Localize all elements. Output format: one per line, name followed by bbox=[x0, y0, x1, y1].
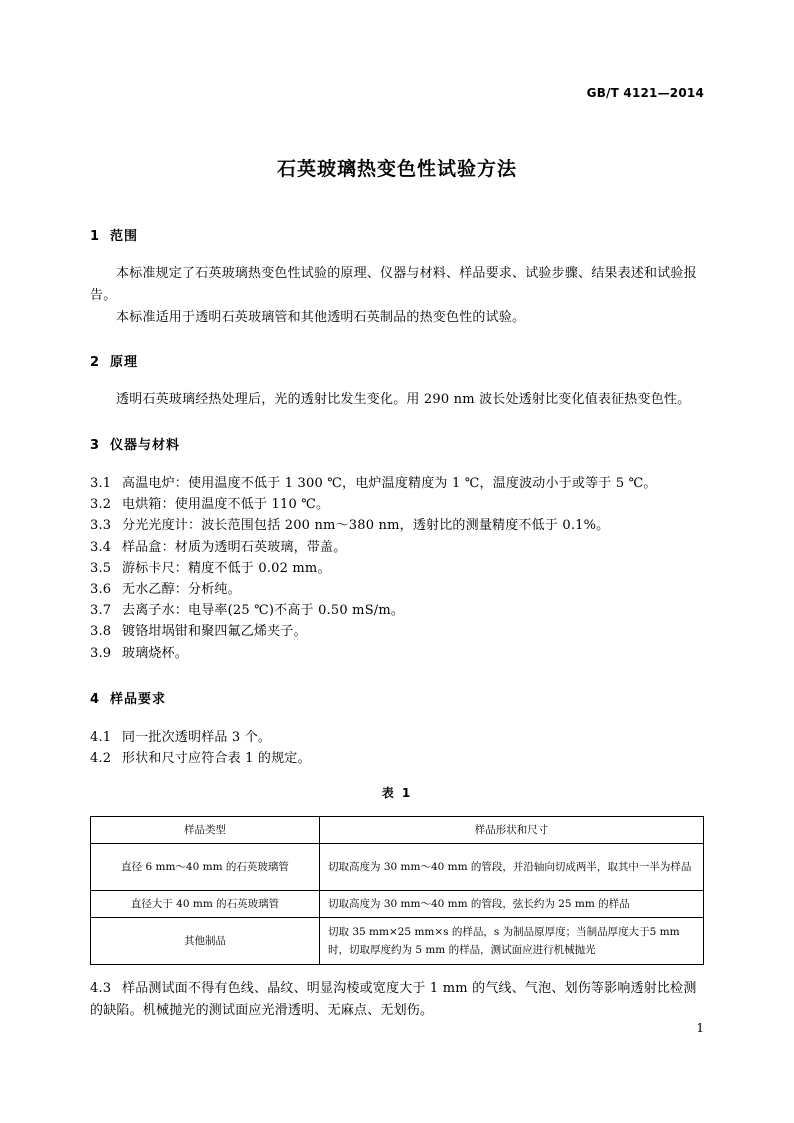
page-number: 1 bbox=[696, 1021, 704, 1035]
section-number: 3 bbox=[90, 438, 101, 453]
item-number: 3.1 bbox=[90, 476, 112, 491]
sample-spec-table bbox=[90, 816, 704, 965]
item-number: 3.7 bbox=[90, 603, 112, 618]
list-item bbox=[90, 644, 704, 664]
item-number: 4.1 bbox=[90, 730, 112, 745]
item-text: 电烘箱：使用温度不低于 110 ℃。 bbox=[122, 497, 330, 512]
item-text: 同一批次透明样品 3 个。 bbox=[122, 730, 272, 745]
item-number: 3.9 bbox=[90, 646, 112, 661]
list-item bbox=[90, 728, 704, 748]
item-number: 3.2 bbox=[90, 497, 112, 512]
list-item bbox=[90, 601, 704, 621]
table-cell: 直径 6 mm～40 mm 的石英玻璃管 bbox=[91, 844, 320, 891]
item-text: 去离子水：电导率(25 ℃)不高于 0.50 mS/m。 bbox=[122, 603, 405, 618]
list-item bbox=[90, 580, 704, 600]
list-item bbox=[90, 749, 704, 769]
table-cell: 其他制品 bbox=[91, 918, 320, 965]
list-item bbox=[90, 559, 704, 579]
item-text: 玻璃烧杯。 bbox=[122, 646, 189, 661]
section-heading-principle bbox=[90, 351, 138, 370]
table-caption: 表 1 bbox=[381, 786, 413, 800]
table-row bbox=[91, 918, 704, 965]
section-number: 4 bbox=[90, 692, 101, 707]
standard-code: GB/T 4121—2014 bbox=[586, 86, 704, 100]
item-number: 3.8 bbox=[90, 624, 112, 639]
table-cell: 切取 35 mm×25 mm×s 的样品，s 为制品原厚度；当制品厚度大于5 mm时，切取厚度约为 5 mm 的样品，测试面应进行机械抛光 bbox=[320, 918, 704, 965]
section-heading-scope bbox=[90, 225, 138, 244]
section-title: 样品要求 bbox=[110, 692, 167, 707]
item-text: 游标卡尺：精度不低于 0.02 mm。 bbox=[122, 561, 331, 576]
table-cell: 直径大于 40 mm 的石英玻璃管 bbox=[91, 891, 320, 918]
document-title: 石英玻璃热变色性试验方法 bbox=[276, 158, 517, 180]
section-title: 仪器与材料 bbox=[110, 438, 181, 453]
item-text: 高温电炉：使用温度不低于 1 300 ℃，电炉温度精度为 1 ℃，温度波动小于或等于 5 ℃。 bbox=[122, 476, 657, 491]
list-item-4-3 bbox=[90, 978, 704, 1022]
item-text: 无水乙醇：分析纯。 bbox=[122, 582, 241, 597]
item-number: 3.4 bbox=[90, 540, 112, 555]
section-title: 原理 bbox=[110, 355, 139, 370]
item-number: 4.3 bbox=[90, 981, 112, 996]
item-number: 3.3 bbox=[90, 518, 112, 533]
section-heading-sample-requirements bbox=[90, 688, 166, 707]
item-text: 分光光度计：波长范围包括 200 nm～380 nm，透射比的测量精度不低于 0.1%。 bbox=[122, 518, 610, 533]
paragraph: 透明石英玻璃经热处理后，光的透射比发生变化。用 290 nm 波长处透射比变化值表征热变色性。 bbox=[116, 392, 691, 407]
list-item bbox=[90, 622, 704, 642]
table-cell: 切取高度为 30 mm～40 mm 的管段，并沿轴向切成两半，取其中一半为样品 bbox=[320, 844, 704, 891]
item-text: 样品盒：材质为透明石英玻璃，带盖。 bbox=[122, 540, 347, 555]
item-text: 镀铬坩埚钳和聚四氟乙烯夹子。 bbox=[122, 624, 307, 639]
paragraph: 本标准适用于透明石英玻璃管和其他透明石英制品的热变色性的试验。 bbox=[116, 310, 526, 325]
table-cell: 切取高度为 30 mm～40 mm 的管段，弦长约为 25 mm 的样品 bbox=[320, 891, 704, 918]
section-title: 范围 bbox=[110, 229, 139, 244]
item-text: 形状和尺寸应符合表 1 的规定。 bbox=[122, 751, 311, 766]
item-number: 3.6 bbox=[90, 582, 112, 597]
section-number: 1 bbox=[90, 229, 101, 244]
list-item bbox=[90, 538, 704, 558]
column-header-shape-size: 样品形状和尺寸 bbox=[320, 817, 704, 844]
list-item bbox=[90, 516, 704, 536]
table-row bbox=[91, 844, 704, 891]
paragraph: 本标准规定了石英玻璃热变色性试验的原理、仪器与材料、样品要求、试验步骤、结果表述和试验报告。 bbox=[90, 266, 697, 303]
column-header-sample-type: 样品类型 bbox=[91, 817, 320, 844]
table-header-row bbox=[91, 817, 704, 844]
list-item bbox=[90, 474, 704, 494]
table-row bbox=[91, 891, 704, 918]
item-number: 3.5 bbox=[90, 561, 112, 576]
list-item bbox=[90, 495, 704, 515]
item-number: 4.2 bbox=[90, 751, 112, 766]
section-heading-apparatus bbox=[90, 434, 180, 453]
item-text: 样品测试面不得有色线、晶纹、明显沟棱或宽度大于 1 mm 的气线、气泡、划伤等影响透射比检测的缺陷。机械抛光的测试面应光滑透明、无麻点、无划伤。 bbox=[90, 981, 697, 1018]
section-number: 2 bbox=[90, 355, 101, 370]
